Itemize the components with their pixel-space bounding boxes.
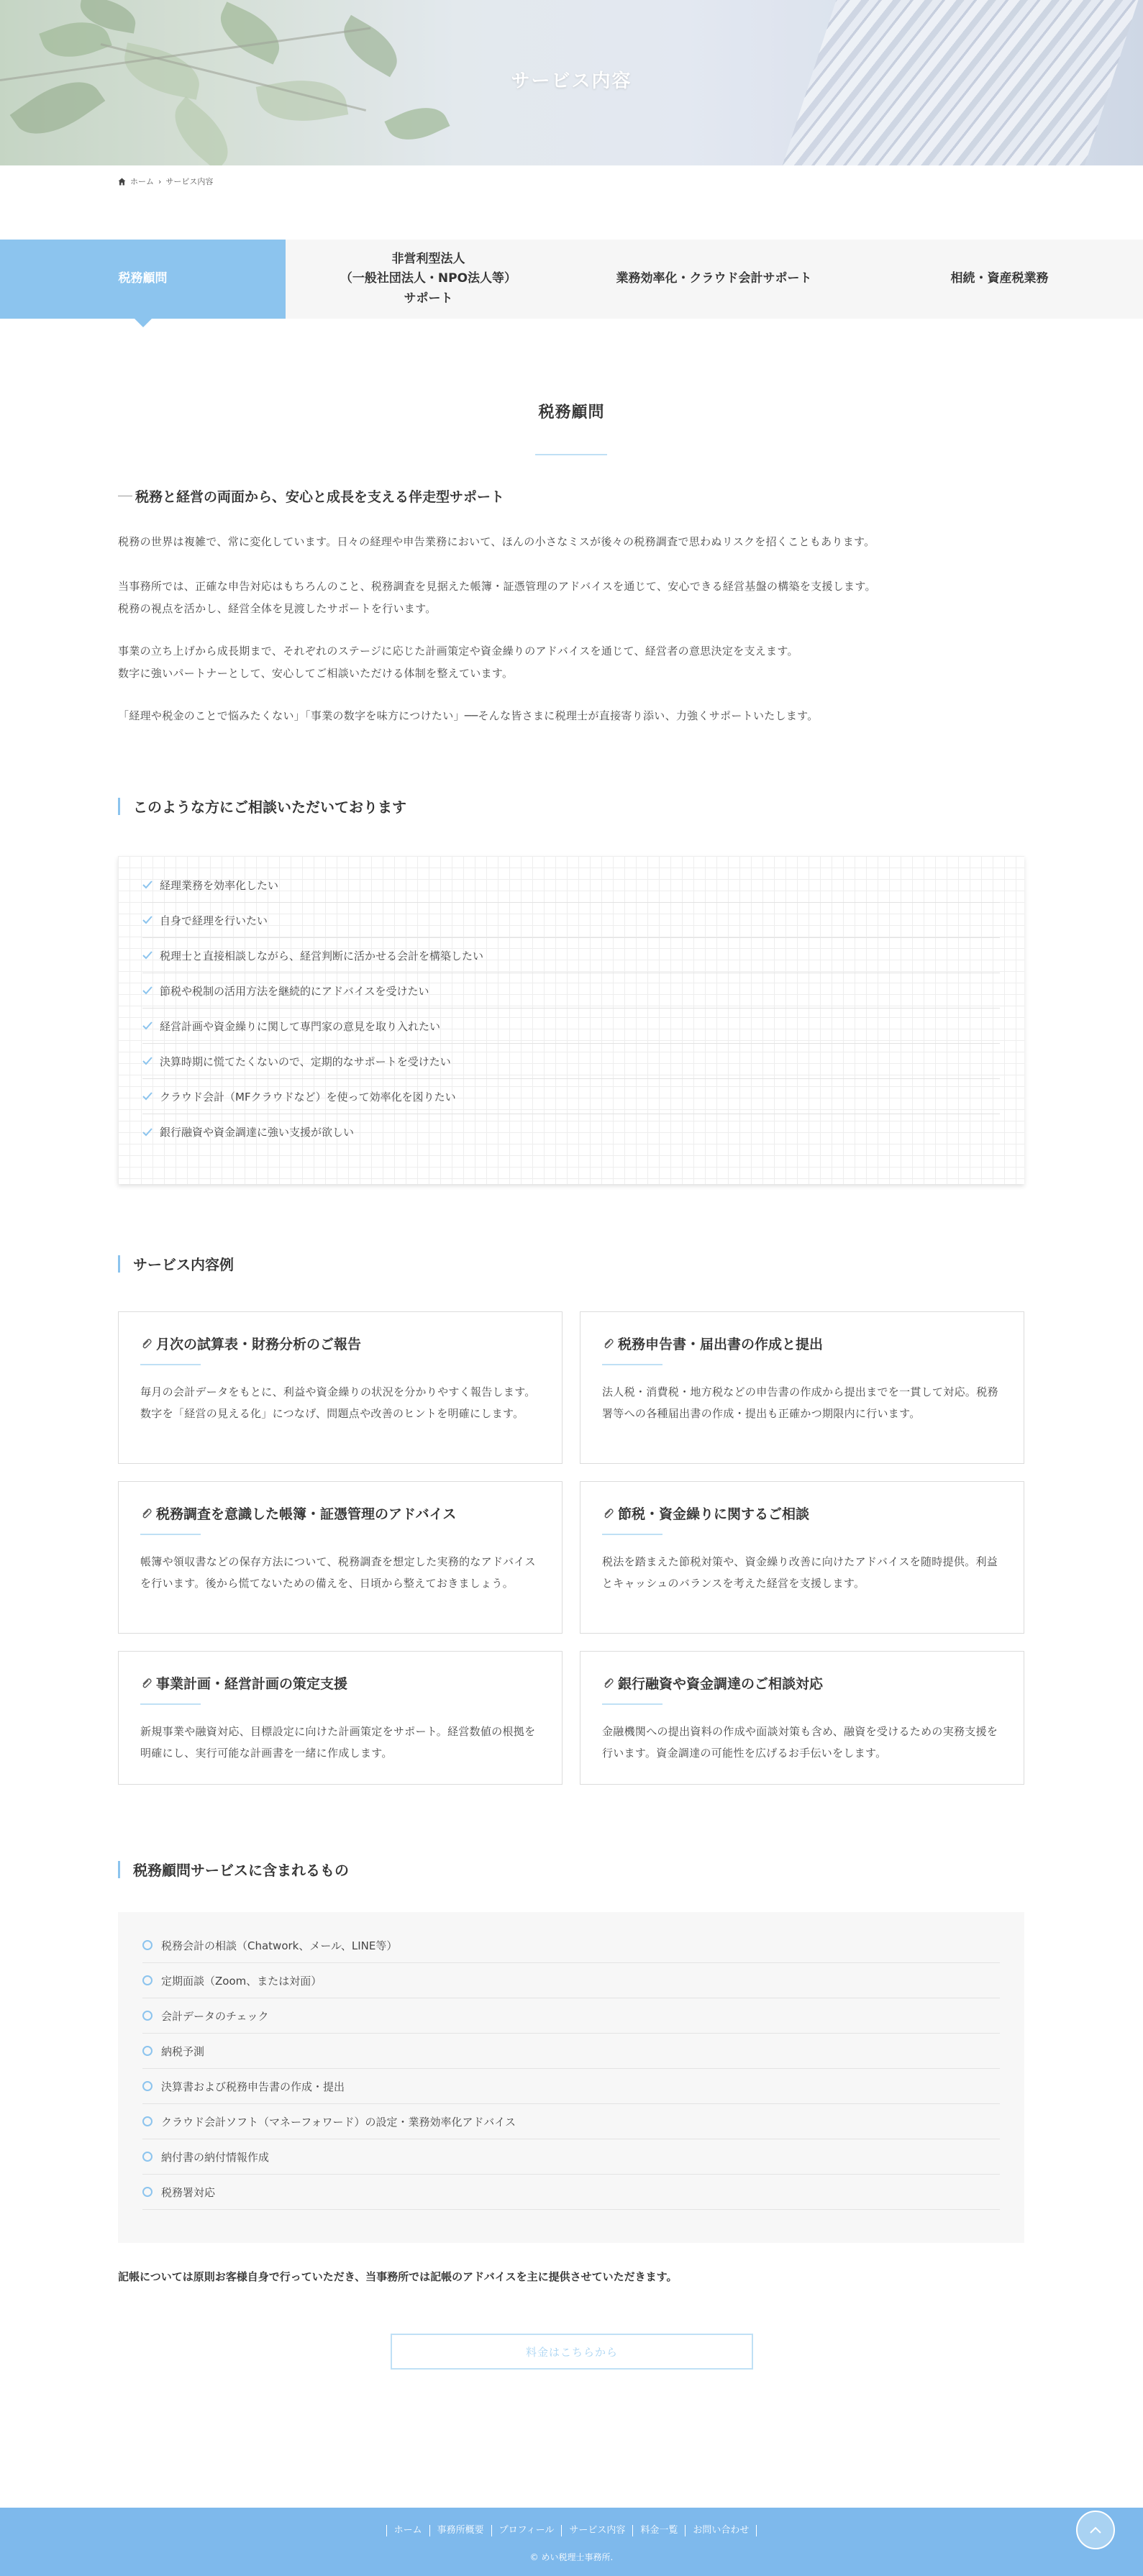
circle-icon bbox=[142, 2081, 152, 2091]
intro-paragraph: 「経理や税金のことで悩みたくない」「事業の数字を味方につけたい」──そんな皆さまに税理士が直接寄り添い、力強くサポートいたします。 bbox=[118, 709, 819, 722]
list-item-text: 会計データのチェック bbox=[161, 2009, 269, 2023]
price-button[interactable]: 料金はこちらから bbox=[391, 2334, 753, 2370]
list-item bbox=[142, 868, 1000, 903]
service-card bbox=[118, 1651, 563, 1785]
card-text: 毎月の会計データをもとに、利益や資金繰りの状況を分かりやすく報告します。数字を「経営の見える化」につなげ、問題点や改善のヒントを明確にします。 bbox=[140, 1385, 536, 1420]
paperclip-icon bbox=[140, 1508, 152, 1519]
card-title-text: 月次の試算表・財務分析のご報告 bbox=[156, 1337, 362, 1352]
list-item bbox=[142, 938, 1000, 973]
paperclip-icon bbox=[140, 1338, 152, 1350]
tab-cloud-accounting[interactable]: 業務効率化・クラウド会計サポート bbox=[616, 271, 812, 286]
footer-link-home[interactable]: ホーム bbox=[386, 2525, 429, 2536]
list-item bbox=[142, 1998, 1000, 2034]
included-list bbox=[142, 1928, 1000, 2210]
services-heading bbox=[118, 1253, 1024, 1274]
check-icon bbox=[142, 880, 152, 889]
card-divider bbox=[602, 1534, 662, 1535]
consult-heading bbox=[118, 796, 1024, 816]
card-title bbox=[140, 1503, 456, 1523]
circle-icon bbox=[142, 2046, 152, 2056]
list-item bbox=[142, 1114, 1000, 1150]
heading-bar bbox=[118, 1255, 120, 1273]
card-text: 税法を踏まえた節税対策や、資金繰り改善に向けたアドバイスを随時提供。利益とキャッシュのバランスを考えた経営を支援します。 bbox=[602, 1555, 998, 1590]
list-item-text: 決算時期に慌てたくないので、定期的なサポートを受けたい bbox=[160, 1055, 451, 1068]
services-heading-text: サービス内容例 bbox=[133, 1256, 234, 1273]
included-heading-text: 税務顧問サービスに含まれるもの bbox=[133, 1862, 349, 1879]
card-title bbox=[140, 1673, 347, 1693]
list-item-text: 納税予測 bbox=[161, 2044, 205, 2058]
section-divider bbox=[535, 454, 607, 455]
consult-box bbox=[118, 856, 1024, 1184]
list-item-text: 自身で経理を行いたい bbox=[160, 914, 268, 927]
card-divider bbox=[602, 1703, 662, 1705]
list-item-text: クラウド会計ソフト（マネーフォワード）の設定・業務効率化アドバイス bbox=[161, 2115, 516, 2129]
list-item-text: 経理業務を効率化したい bbox=[160, 878, 279, 892]
tab-nonprofit-support[interactable]: 非営利型法人 （一般社団法人・NPO法人等） サポート bbox=[340, 252, 517, 306]
circle-icon bbox=[142, 2011, 152, 2021]
card-title-text: 税務調査を意識した帳簿・証憑管理のアドバイス bbox=[156, 1506, 457, 1522]
list-item-text: 経営計画や資金繰りに関して専門家の意見を取り入れたい bbox=[160, 1019, 441, 1033]
page-title: サービス内容 bbox=[511, 70, 632, 92]
card-title-text: 銀行融資や資金調達のご相談対応 bbox=[618, 1676, 824, 1692]
check-icon bbox=[142, 1092, 152, 1101]
heading-bar bbox=[118, 798, 120, 815]
paperclip-icon bbox=[140, 1678, 152, 1689]
card-text: 帳簿や領収書などの保存方法について、税務調査を想定した実務的なアドバイスを行います。後から慌てないための備えを、日頃から整えておきましょう。 bbox=[140, 1555, 536, 1590]
card-divider bbox=[140, 1703, 201, 1705]
consult-list bbox=[142, 868, 1000, 1150]
card-title-text: 事業計画・経営計画の策定支援 bbox=[156, 1676, 348, 1692]
lead-title bbox=[118, 486, 1024, 506]
check-icon bbox=[142, 986, 152, 995]
breadcrumb bbox=[118, 176, 213, 187]
included-box bbox=[118, 1912, 1024, 2243]
service-card bbox=[580, 1651, 1024, 1785]
circle-icon bbox=[142, 1940, 152, 1950]
list-item bbox=[142, 903, 1000, 938]
list-item-text: 税務会計の相談（Chatwork、メール、LINE等） bbox=[161, 1939, 398, 1952]
service-card bbox=[118, 1311, 563, 1464]
intro-paragraph: 当事務所では、正確な申告対応はもちろんのこと、税務調査を見据えた帳簿・証憑管理のアドバイスを通じて、安心できる経営基盤の構築を支援します。 税務の視点を活かし、経営全体を見渡したサポートを行います。 bbox=[118, 580, 876, 615]
breadcrumb-home-link[interactable]: ホーム bbox=[130, 177, 154, 186]
check-icon bbox=[142, 916, 152, 924]
footer-link-pricing[interactable]: 料金一覧 bbox=[632, 2525, 685, 2536]
paperclip-icon bbox=[602, 1338, 614, 1350]
home-icon[interactable] bbox=[118, 178, 126, 186]
paperclip-icon bbox=[602, 1678, 614, 1689]
service-card bbox=[118, 1481, 563, 1634]
list-item bbox=[142, 973, 1000, 1009]
paperclip-icon bbox=[602, 1508, 614, 1519]
card-title-text: 税務申告書・届出書の作成と提出 bbox=[618, 1337, 824, 1352]
list-item bbox=[142, 2175, 1000, 2210]
consult-heading-text: このような方にご相談いただいております bbox=[133, 798, 406, 816]
breadcrumb-separator: › bbox=[158, 176, 162, 186]
footer-link-services[interactable]: サービス内容 bbox=[561, 2525, 632, 2536]
list-item bbox=[142, 1079, 1000, 1114]
list-item bbox=[142, 1009, 1000, 1044]
circle-icon bbox=[142, 2152, 152, 2162]
hero-banner bbox=[0, 0, 1143, 165]
footer-link-profile[interactable]: プロフィール bbox=[491, 2525, 562, 2536]
list-item-text: 定期面談（Zoom、または対面） bbox=[161, 1974, 322, 1988]
list-item-text: 納付書の納付情報作成 bbox=[161, 2150, 270, 2164]
list-item bbox=[142, 1963, 1000, 1998]
service-card bbox=[580, 1481, 1024, 1634]
list-item-text: クラウド会計（MFクラウドなど）を使って効率化を図りたい bbox=[160, 1090, 456, 1103]
check-icon bbox=[142, 951, 152, 960]
footer-nav bbox=[0, 2525, 1143, 2536]
lead-title-text: 税務と経営の両面から、安心と成長を支える伴走型サポート bbox=[135, 489, 505, 505]
list-item bbox=[142, 1044, 1000, 1079]
list-item-text: 税務署対応 bbox=[161, 2185, 216, 2199]
list-item-text: 税理士と直接相談しながら、経営判断に活かせる会計を構築したい bbox=[160, 949, 484, 962]
footer bbox=[0, 2508, 1143, 2576]
card-text: 新規事業や融資対応、目標設定に向けた計画策定をサポート。経営数値の根拠を明確にし、実行可能な計画書を一緒に作成します。 bbox=[140, 1725, 536, 1760]
check-icon bbox=[142, 1021, 152, 1030]
intro-paragraph: 事業の立ち上げから成長期まで、それぞれのステージに応じた計画策定や資金繰りのアドバイスを通じて、経営者の意思決定を支えます。 数字に強いパートナーとして、安心してご相談いただける体制を整えています。 bbox=[118, 645, 798, 680]
card-title-text: 節税・資金繰りに関するご相談 bbox=[618, 1506, 810, 1522]
section-title: 税務顧問 bbox=[538, 404, 605, 422]
bookkeeping-note: 記帳については原則お客様自身で行っていただき、当事務所では記帳のアドバイスを主に提供させていただきます。 bbox=[118, 2270, 678, 2283]
tab-tax-advisory[interactable]: 税務顧問 bbox=[0, 240, 286, 319]
circle-icon bbox=[142, 2187, 152, 2197]
circle-icon bbox=[142, 2116, 152, 2126]
chevron-up-icon bbox=[1090, 2526, 1101, 2534]
list-item bbox=[142, 2069, 1000, 2104]
card-divider bbox=[140, 1364, 201, 1365]
footer-link-contact[interactable]: お問い合わせ bbox=[685, 2525, 757, 2536]
back-to-top-button[interactable] bbox=[1076, 2511, 1115, 2549]
list-item-text: 節税や税制の活用方法を継続的にアドバイスを受けたい bbox=[160, 984, 429, 998]
tab-inheritance-tax[interactable]: 相続・資産税業務 bbox=[950, 271, 1049, 286]
card-title bbox=[602, 1334, 823, 1353]
check-icon bbox=[142, 1057, 152, 1065]
card-title bbox=[602, 1673, 823, 1693]
included-heading bbox=[118, 1859, 1024, 1880]
list-item-text: 銀行融資や資金調達に強い支援が欲しい bbox=[160, 1126, 355, 1139]
service-card bbox=[580, 1311, 1024, 1464]
card-divider bbox=[602, 1364, 662, 1365]
intro-paragraph: 税務の世界は複雑で、常に変化しています。日々の経理や申告業務において、ほんの小さなミスが後々の税務調査で思わぬリスクを招くこともあります。 bbox=[118, 535, 875, 548]
heading-bar bbox=[118, 1861, 120, 1878]
card-text: 法人税・消費税・地方税などの申告書の作成から提出までを一貫して対応。税務署等への各種届出書の作成・提出も正確かつ期限内に行います。 bbox=[602, 1385, 998, 1420]
card-divider bbox=[140, 1534, 201, 1535]
circle-icon bbox=[142, 1975, 152, 1985]
list-item-text: 決算書および税務申告書の作成・提出 bbox=[161, 2080, 345, 2093]
copyright: © めい税理士事務所. bbox=[529, 2552, 614, 2562]
card-text: 金融機関への提出資料の作成や面談対策も含め、融資を受けるための実務支援を行います。資金調達の可能性を広げるお手伝いをします。 bbox=[602, 1725, 998, 1760]
check-icon bbox=[142, 1128, 152, 1137]
list-item bbox=[142, 2139, 1000, 2175]
service-tabs bbox=[0, 240, 1143, 319]
card-title bbox=[602, 1503, 809, 1523]
list-item bbox=[142, 1928, 1000, 1963]
breadcrumb-current: サービス内容 bbox=[165, 177, 214, 186]
list-item bbox=[142, 2104, 1000, 2139]
footer-link-office[interactable]: 事務所概要 bbox=[429, 2525, 491, 2536]
card-title bbox=[140, 1334, 361, 1353]
list-item bbox=[142, 2034, 1000, 2069]
